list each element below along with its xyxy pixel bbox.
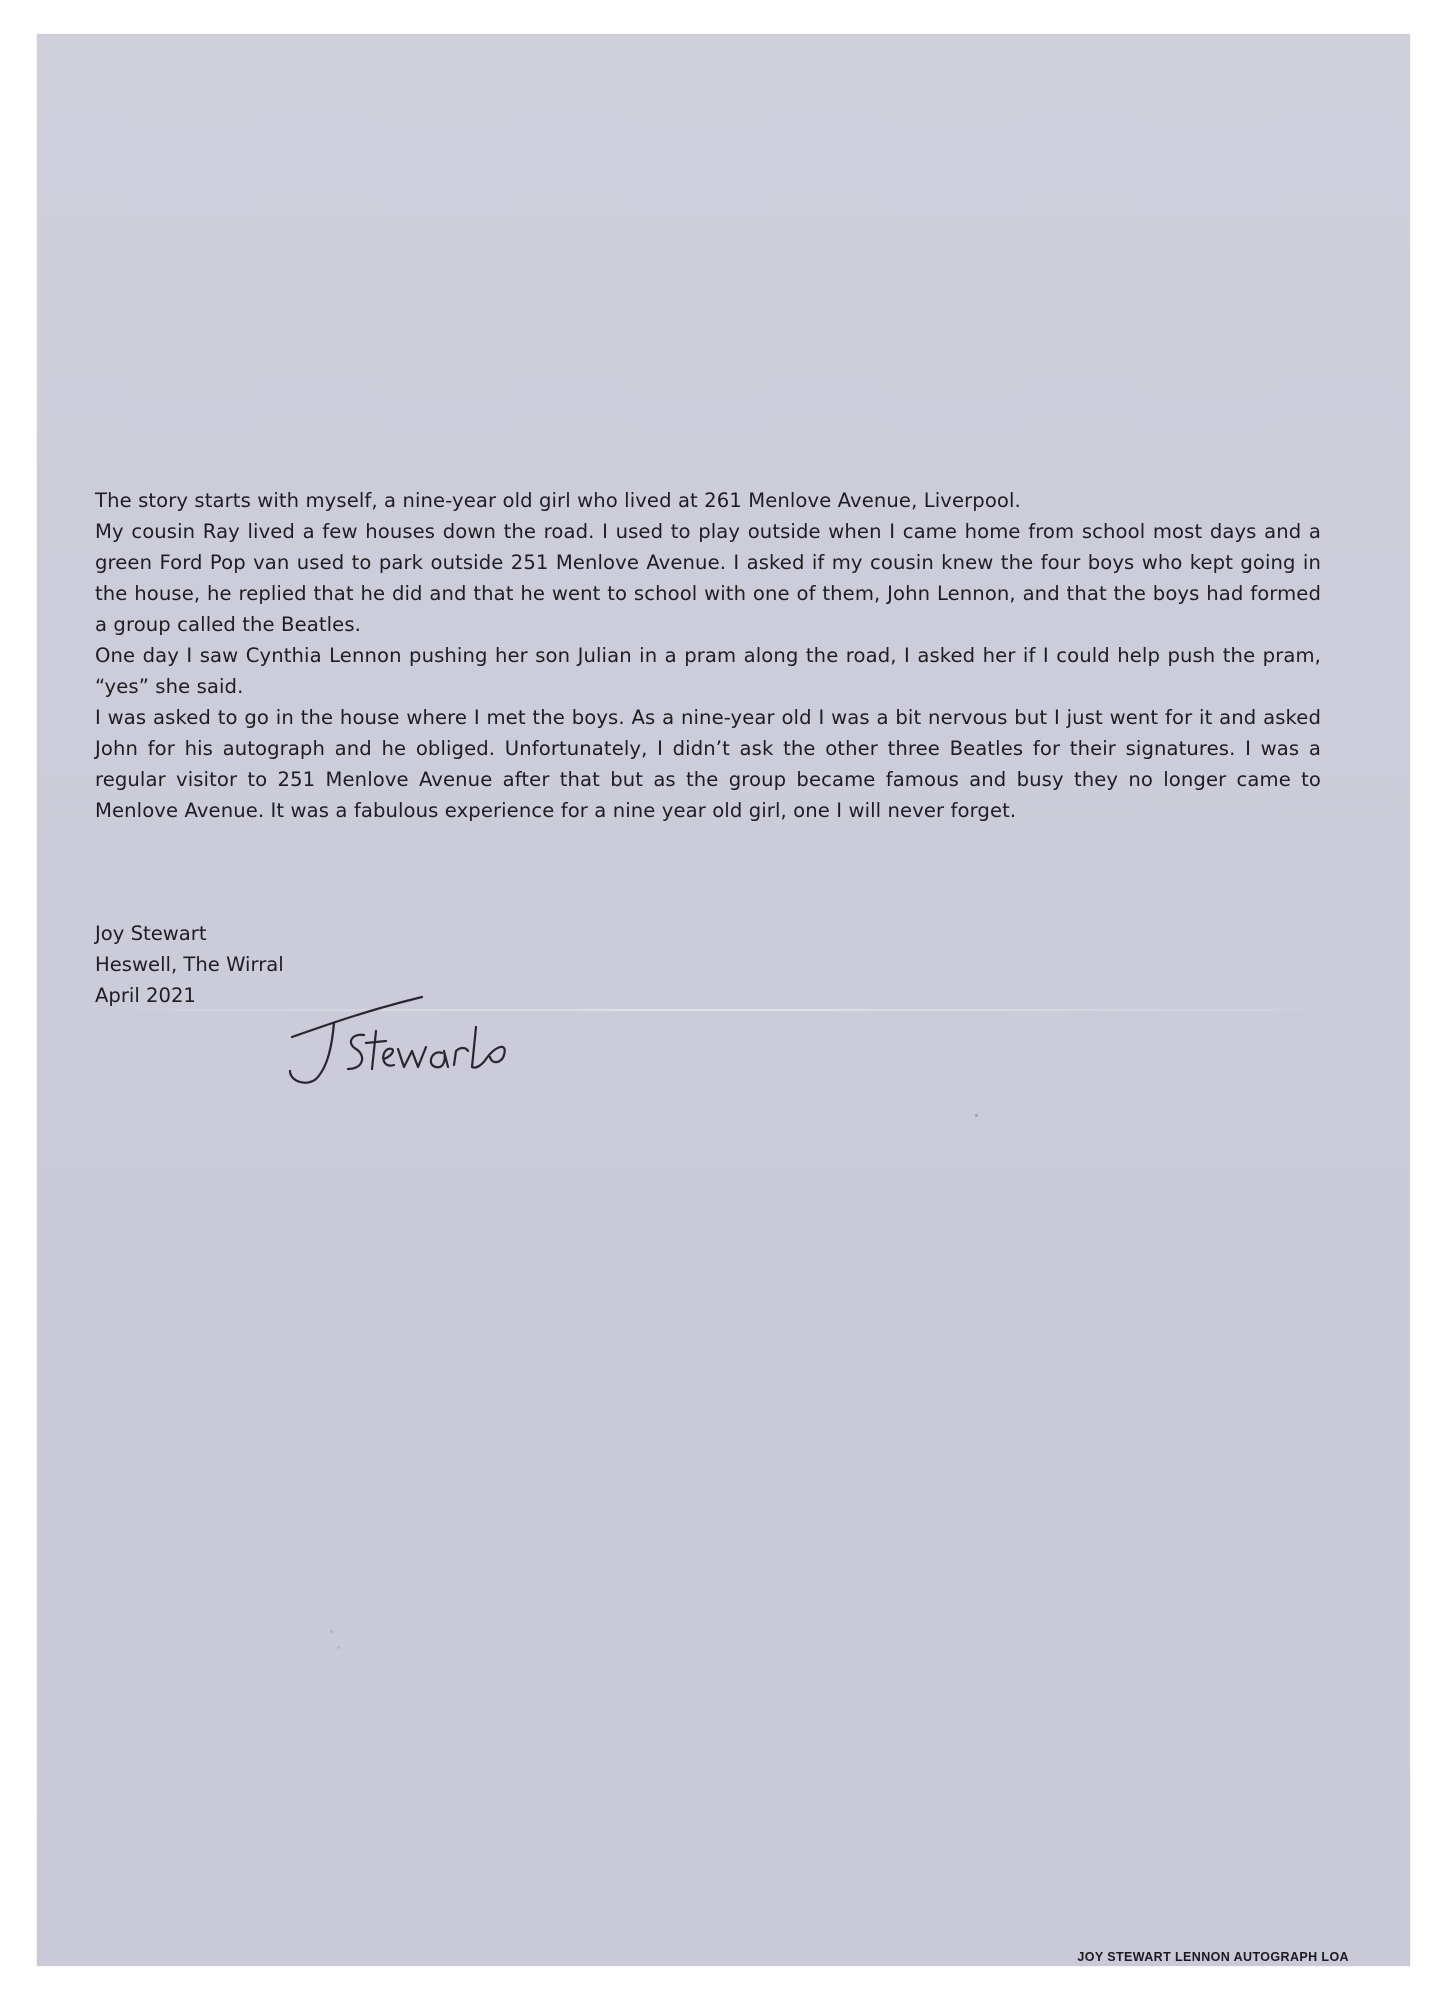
handwritten-signature [272, 975, 532, 1095]
letter-paragraph: I was asked to go in the house where I met the boys. As a nine-year old I was a bit nervous but I just went for it and asked John for his autograph and he obliged. Unfortunately, I didn’t ask the other three Beatles for their signatures. I was a regular visitor to 251 Menlove Avenue after that but as the group became famous and busy they no longer came to Menlove Avenue. It was a fabulous experience for a nine year old girl, one I will never forget. [95, 706, 1321, 822]
paper-speck [975, 1114, 978, 1117]
letter-body [95, 485, 1321, 826]
letter-paragraph: The story starts with myself, a nine-year old girl who lived at 261 Menlove Avenue, Liverpool. [95, 489, 1021, 512]
letter-date: April 2021 [95, 984, 196, 1007]
paper-speck [330, 1630, 333, 1633]
letter-paragraph: One day I saw Cynthia Lennon pushing her son Julian in a pram along the road, I asked her if I could help push the pram, “yes” she said. [95, 644, 1321, 698]
letter-signoff [95, 918, 284, 1011]
footer-caption: JOY STEWART LENNON AUTOGRAPH LOA [1077, 1950, 1349, 1964]
letter-paragraph: My cousin Ray lived a few houses down the road. I used to play outside when I came home from school most days and a green Ford Pop van used to park outside 251 Menlove Avenue. I asked if my cousin knew the four boys who kept going in the house, he replied that he did and that he went to school with one of them, John Lennon, and that the boys had formed a group called the Beatles. [95, 520, 1321, 636]
author-name: Joy Stewart [95, 922, 207, 945]
author-location: Heswell, The Wirral [95, 953, 284, 976]
paper-speck [337, 1646, 340, 1649]
